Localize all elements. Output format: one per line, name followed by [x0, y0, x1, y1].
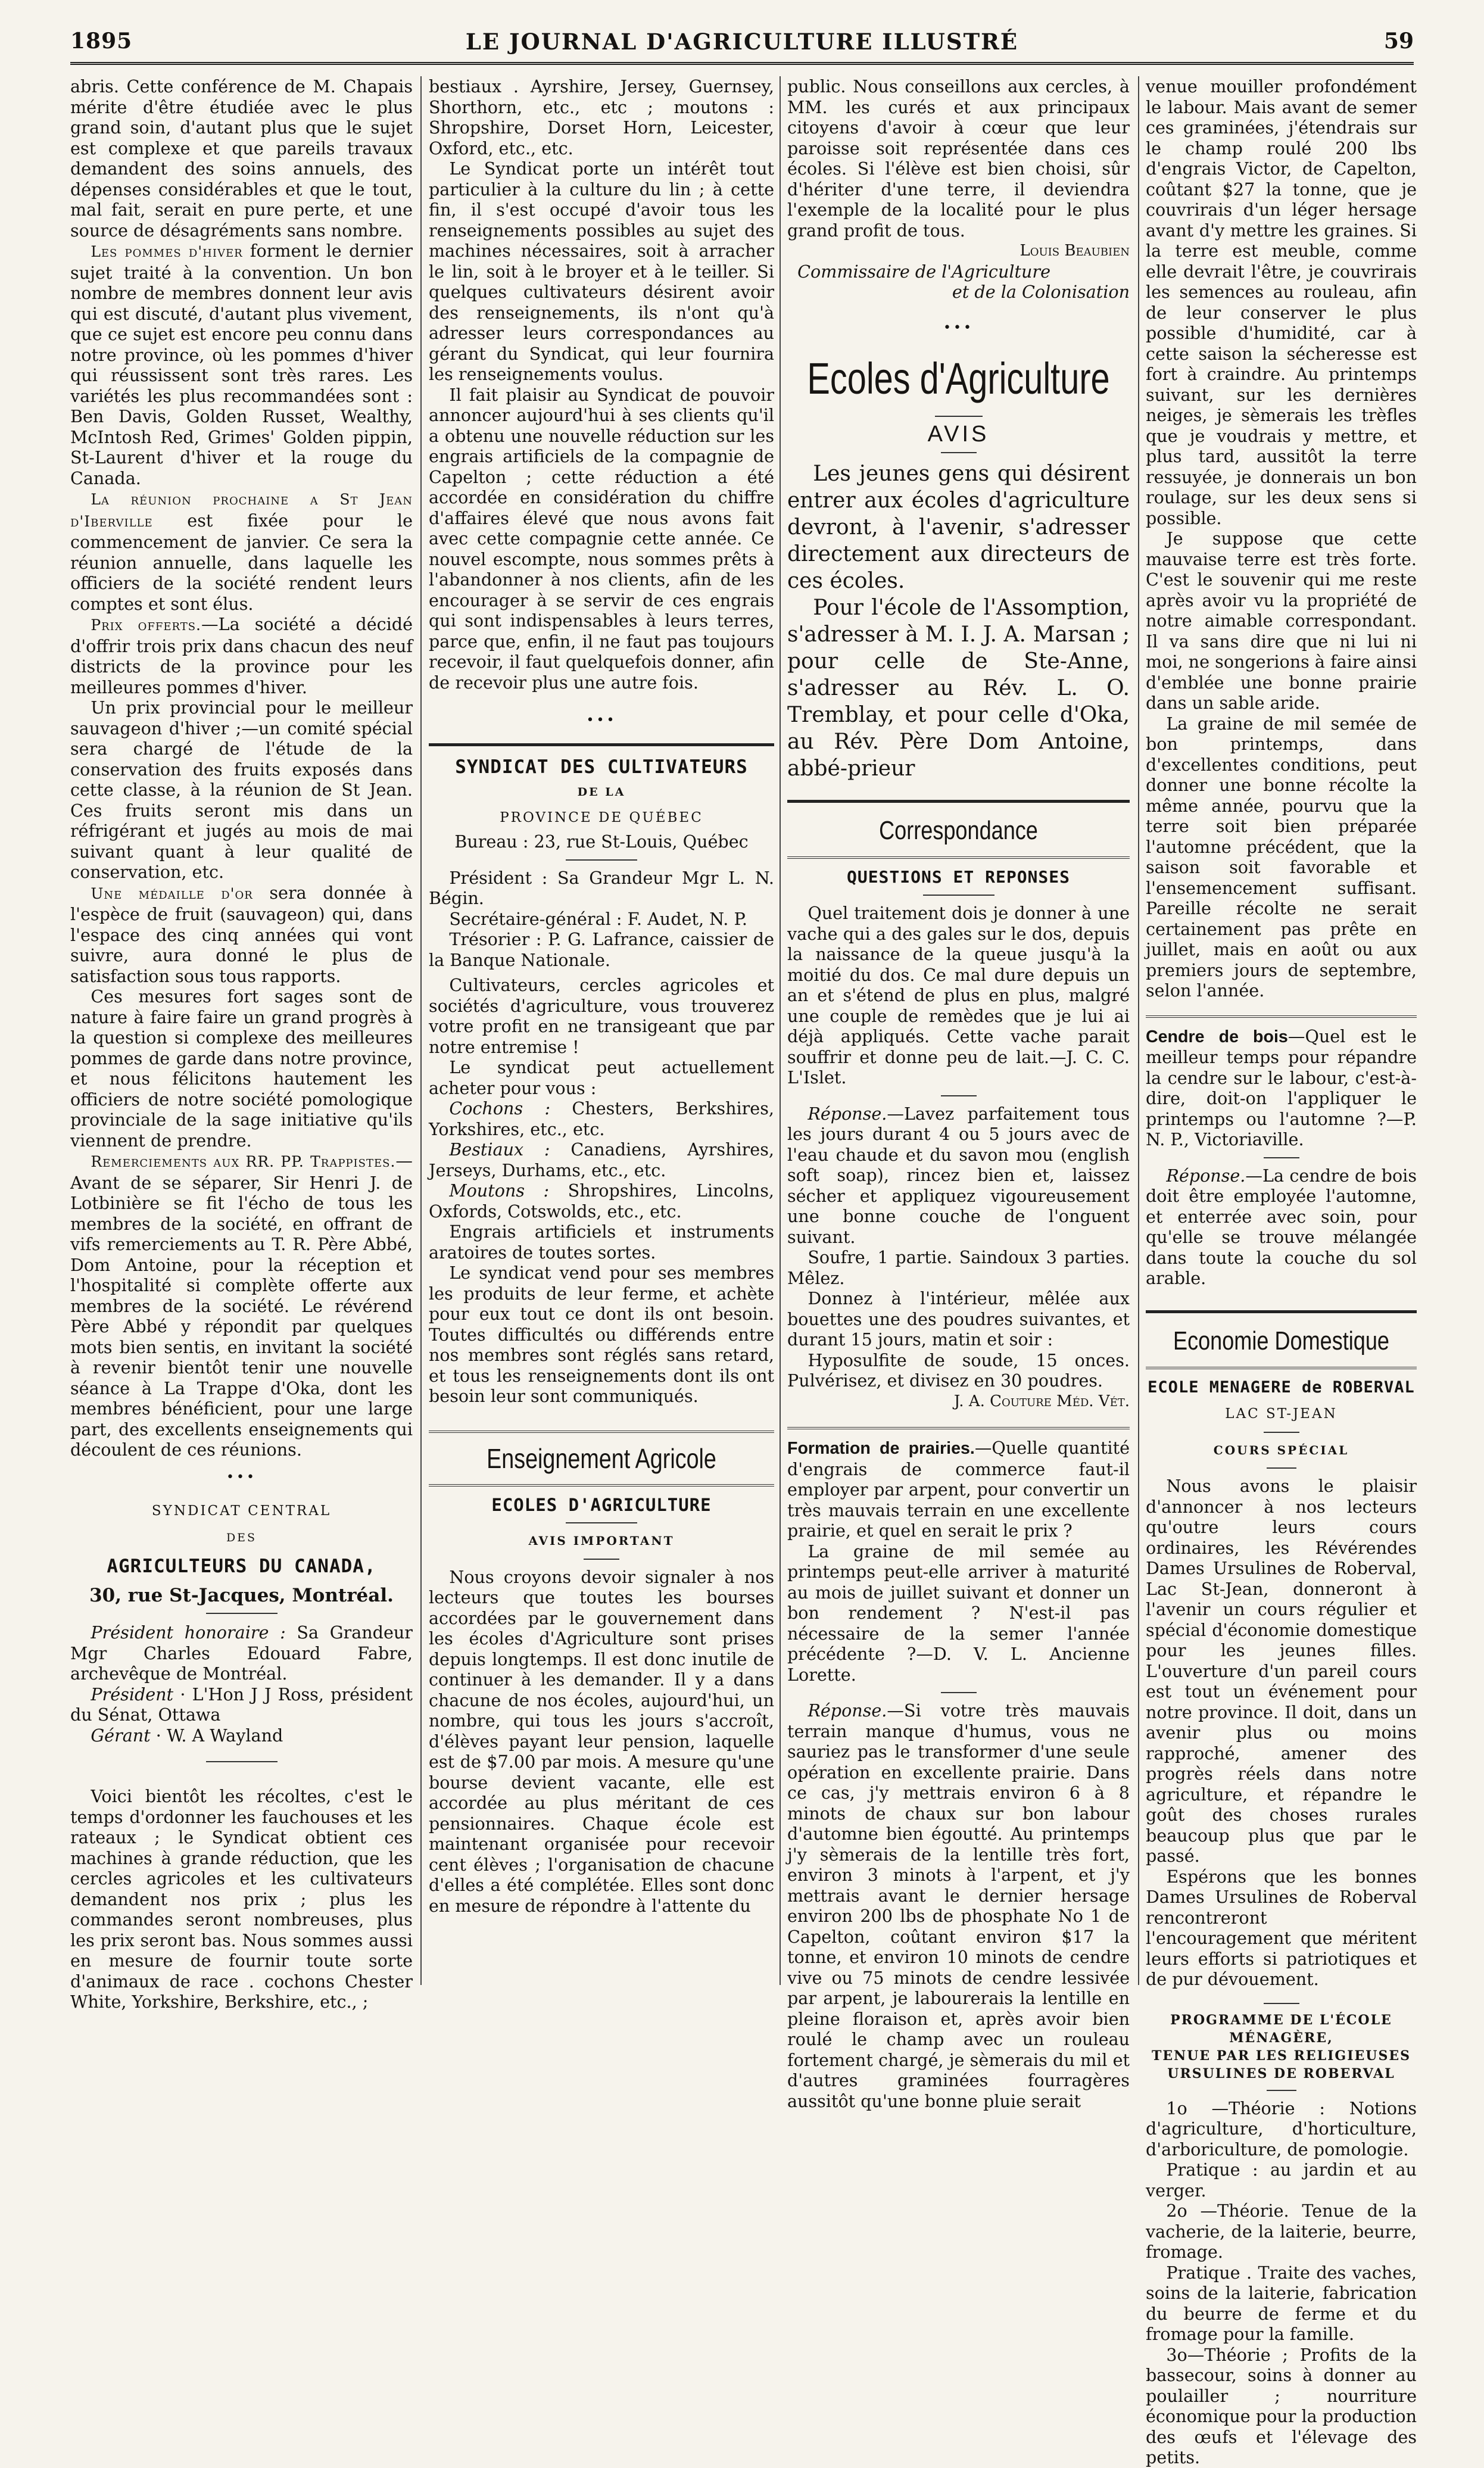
paragraph — [70, 883, 413, 987]
answer-label: Réponse. — [808, 1103, 887, 1124]
paragraph — [70, 488, 413, 614]
section-heading: Ecoles d'Agriculture — [807, 354, 1110, 403]
paragraph: Cultivateurs, cercles agricoles et sociétés d'agriculture, vous trouverez votre profit en ne transigeant que par notre entremise ! — [429, 975, 774, 1057]
run-in-heading: Remerciements aux RR. PP. Trappistes. — [91, 1153, 396, 1170]
question-label: Cendre de bois — [1146, 1027, 1288, 1046]
officer-line — [70, 1622, 413, 1684]
section-address: 30, rue St-Jacques, Montréal. — [89, 1584, 394, 1606]
section-kicker: PROVINCE DE QUÉBEC — [500, 809, 703, 825]
answer: Donnez à l'intérieur, mêlée aux bouettes une des poudres suivantes, et durant 15 jours, matin et soir : — [787, 1288, 1130, 1350]
section-rule — [787, 1427, 1130, 1429]
question — [1146, 1026, 1417, 1150]
paragraph: La graine de mil semée de bon printemps, dans d'excellentes conditions, peut donner une bonne récolte la même année, pourvu que la terre soit bien préparée l'automne précédent, que la saison soit favorable et l'ensemencement suffisant. Pareille récolte ne serait certainement pas prête en juillet, mais en août ou aux premiers jours de septembre, selon l'année. — [1146, 713, 1417, 1001]
subsection-heading: ECOLES D'AGRICULTURE — [491, 1494, 712, 1515]
officer-line: Secrétaire-général : F. Audet, N. P. — [449, 908, 748, 929]
section-heading: Correspondance — [879, 815, 1038, 845]
column-4 — [1146, 76, 1417, 2467]
section-heading: Economie Domestique — [1173, 1326, 1389, 1355]
item-text: Canadiens, Ayrshires, Jerseys, Durhams, etc., etc. — [429, 1139, 774, 1180]
officer-role: Président honoraire : — [91, 1622, 286, 1643]
list-item — [429, 1139, 774, 1180]
question-label: Formation de prairies. — [787, 1439, 975, 1458]
divider — [584, 1559, 619, 1560]
run-in-heading: Une médaille d'or — [91, 884, 253, 902]
paragraph: Le Syndicat porte un intérêt tout particulier à la culture du lin ; à cette fin, il s'est occupé d'avoir tous les renseignements possibles au sujet des machines nécessaires, soit à arracher le lin, soit à le broyer et à le teiller. Si quelques cultivateurs désirent avoir des renseignements, ils n'ont qu'à adresser leurs correspondances au gérant du Syndicat, qui leur fournira les renseignements voulus. — [429, 158, 774, 384]
question: Quel traitement dois je donner à une vache qui a des gales sur le dos, depuis la naissance de la queue jusqu'à la moitié du dos. Ce mal dure depuis un an et s'étend de plus en plus, malgré une couple de remèdes que je lui ai déjà appliqués. Cette vache parait souffrir et donne peu de lait.—J. C. C. L'Islet. — [787, 903, 1130, 1087]
officer-line: Trésorier : P. G. Lafrance, caissier de la Banque Nationale. — [429, 929, 774, 970]
signature-title: et de la Colonisation — [952, 282, 1130, 302]
section-heading: Enseignement Agricole — [487, 1442, 716, 1474]
section-address: Bureau : 23, rue St-Louis, Québec — [454, 831, 749, 852]
answer: Soufre, 1 partie. Saindoux 3 parties. Mêlez. — [787, 1247, 1130, 1288]
answer-text: —Si votre très mauvais terrain manque d'humus, vous ne sauriez pas le transformer d'une seule opération en excellente prairie. Dans ce cas, j'y mettrais environ 6 à 8 minots de chaux sur bon labour d'automne bien égoutté. Au printemps j'y sèmerais de la lentille très fort, environ 3 minots à l'arpent, et j'y mettrais avant le dernier hersage environ 200 lbs de phosphate No 1 de Capelton, coûtant environ $17 la tonne, et environ 10 minots de cendre vive ou 75 minots de cendre lessivée par arpent, je labourerais la lentille en pleine floraison et, après avoir bien roulé le champ avec un rouleau fortement chargé, je sèmerais du mil et d'autres graminées fourragères aussitôt qu'une bonne pluie serait — [787, 1700, 1130, 2111]
divider — [941, 1692, 977, 1693]
officer-line — [70, 1725, 413, 1746]
paragraph — [70, 614, 413, 697]
officer-name: · L'Hon J J Ross, président du Sénat, Ottawa — [70, 1684, 413, 1725]
paragraph-text: sera donnée à l'espèce de fruit (sauvageon) qui, dans l'espace des cinq années qui vont suivre, aura donné le plus de satisfaction sous tous rapports. — [70, 882, 413, 986]
paragraph: Il fait plaisir au Syndicat de pouvoir annoncer aujourd'hui à ses clients qu'il a obtenu une nouvelle réduction sur les engrais artificiels de la compagnie de Capelton ; cette réduction a été accordée en considération du chiffre d'affaires élevé que nous avons fait avec cette compagnie cette année. Ce nouvel escompte, nous sommes prêts à l'abandonner à nos clients, afin de les encourager à se servir de ces engrais qui sont indispensables à leurs terres, parce que, enfin, il ne faut pas toujours recevoir, il faut quelquefois donner, afin de recevoir plus une autre fois. — [429, 384, 774, 693]
program-item: 3o—Théorie ; Profits de la bassecour, soins à donner au poulailler ; nourriture économique pour la production des œufs et l'élevage des petits. — [1146, 2344, 1417, 2467]
paragraph-text: —La société a décidé d'offrir trois prix dans chacun des neuf districts de la province pour les meilleures pommes d'hiver. — [70, 614, 413, 697]
section-rule — [1146, 1015, 1417, 1018]
run-in-heading: Prix offerts. — [91, 616, 201, 634]
paragraph: abris. Cette conférence de M. Chapais mérite d'être étudiée avec le plus grand soin, d'autant plus que le sujet est complexe et que pareils travaux demandent des soins annuels, des dépenses considérables et que le tout, mal fait, serait en pure perte, et une source de désagréments sans nombre. — [70, 76, 413, 241]
officer-line — [70, 1684, 413, 1725]
item-label: Moutons : — [449, 1180, 550, 1201]
notice-paragraph: Les jeunes gens qui désirent entrer aux écoles d'agriculture devront, à l'avenir, s'adresser directement aux directeurs de ces écoles. — [787, 461, 1130, 593]
paragraph: venue mouiller profondément le labour. Mais avant de semer ces graminées, j'étendrais sur le champ roulé 200 lbs d'engrais Victor, de Capelton, coûtant $27 la tonne, que je couvrirais d'un léger hersage avant d'y mettre les graines. Si la terre est meuble, comme elle devrait l'être, je couvrirais les semences au rouleau, afin de leur conserver le plus possible d'humidité, car à cette saison la sécheresse est fort à craindre. Au printemps suivant, sur les dernières neiges, je sèmerais les trèfles que je voudrais y mettre, et plus tard, aussitôt la terre ressuyée, je donnerais un bon roulage, sur les deux sens si possible. — [1146, 76, 1417, 528]
paragraph: bestiaux . Ayrshire, Jersey, Guernsey, Shorthorn, etc., etc ; moutons : Shropshire, Dorset Horn, Leicester, Oxford, etc., etc. — [429, 76, 774, 158]
section-rule — [787, 856, 1130, 859]
section-kicker: DE LA — [577, 786, 626, 799]
item-text: Chesters, Berkshires, Yorkshires, etc., etc. — [429, 1098, 774, 1139]
subsection-heading: ECOLE MENAGERE de ROBERVAL — [1148, 1378, 1415, 1397]
officer-name: Sa Grandeur Mgr Charles Edouard Fabre, archevêque de Montréal. — [70, 1622, 413, 1684]
paragraph — [70, 1151, 413, 1460]
paragraph: Espérons que les bonnes Dames Ursulines de Roberval rencontreront l'encouragement que méritent leurs efforts si patriotiques et de pur dévouement. — [1146, 1866, 1417, 1989]
section-rule — [1146, 1367, 1417, 1369]
signature: J. A. Couture Méd. Vét. — [953, 1392, 1130, 1410]
column-divider — [780, 76, 781, 1985]
question: La graine de mil semée au printemps peut-elle arriver à maturité au mois de juillet suivant et donner un bon rendement ? N'est-il pas nécessaire de la semer l'année précédente ?—D. V. L. Ancienne Lorette. — [787, 1541, 1130, 1685]
divider — [1264, 1432, 1299, 1433]
paragraph: Un prix provincial pour le meilleur sauvageon d'hiver ;—un comité spécial sera chargé de l'étude de la conservation des fruits exposés dans cette classe, à la réunion de St Jean. Ces fruits seront mis dans un réfrigérant et jugés au mois de mai suivant quant à leur qualité de conservation, etc. — [70, 697, 413, 882]
paragraph: Nous croyons devoir signaler à nos lecteurs que toutes les bourses accordées par le gouvernement dans les écoles d'Agriculture sont prises depuis longtemps. Il est donc inutile de continuer à les demander. Il y a dans chacune de nos écoles, aujourd'hui, un nombre, qui tous les jours s'accroît, d'élèves payant leur pension, laquelle est de $7.00 par mois. A mesure qu'une bourse devient vacante, elle est accordée au plus méritant de ces pensionnaires. Chaque école est maintenant organisée pour recevoir cent élèves ; l'organisation de chacune d'elles a été complétée. Elles sont donc en mesure de répondre à l'attente du — [429, 1566, 774, 1916]
list-item — [429, 1098, 774, 1139]
paragraph: Le syndicat vend pour ses membres les produits de leur ferme, et achète pour eux tout ce dont ils ont besoin. Toutes difficultés ou différends entre nos membres sont réglés sans retard, et tous les renseignements dont ils ont besoin leur sont communiqués. — [429, 1263, 774, 1406]
program-heading: URSULINES DE ROBERVAL — [1167, 2065, 1395, 2081]
section-rule — [1146, 1310, 1417, 1313]
program-heading: TENUE PAR LES RELIGIEUSES — [1152, 2048, 1411, 2064]
paragraph: Ces mesures fort sages sont de nature à faire faire un grand progrès à la question si complexe des meilleures pommes de garde dans notre province, et nous félicitons hautement les officiers de notre société pomologique provinciale de la sage initiative qu'ils viennent de prendre. — [70, 986, 413, 1151]
section-kicker: SYNDICAT CENTRAL — [151, 1503, 332, 1519]
notice-heading: COURS SPÉCIAL — [1213, 1442, 1349, 1457]
run-in-heading: La réunion prochaine a St Jean d'Iberville — [70, 491, 413, 530]
section-kicker: DES — [226, 1531, 257, 1544]
paragraph: public. Nous conseillons aux cercles, à MM. les curés et aux principaux citoyens d'avoir à cœur que leur paroisse soit représentée dans ces écoles. Si l'élève est bien choisi, sûr d'hériter d'une terre, il deviendra l'exemple de la localité pour le plus grand profit de tous. — [787, 76, 1130, 241]
item-text: Shropshires, Lincolns, Oxfords, Cotswolds, etc., etc. — [429, 1180, 774, 1221]
question-text: —Quel est le meilleur temps pour répandre la cendre sur le labour, c'est-à-dire, doit-on l'appliquer le printemps ou l'automne ?—P. N. P., Victoriaville. — [1146, 1026, 1417, 1149]
divider — [1264, 2003, 1299, 2004]
masthead-rule — [70, 62, 1414, 65]
program-heading: PROGRAMME DE L'ÉCOLE MÉNAGÈRE, — [1170, 2012, 1392, 2046]
officer-line: Président : Sa Grandeur Mgr L. N. Bégin. — [429, 867, 774, 908]
answer — [787, 1104, 1130, 1248]
answer — [787, 1700, 1130, 2111]
officer-role: Gérant — [91, 1725, 151, 1746]
list-item — [429, 1180, 774, 1221]
section-kicker: LAC ST-JEAN — [1225, 1406, 1338, 1422]
divider — [1267, 1467, 1296, 1469]
column-1 — [70, 76, 413, 2012]
divider — [206, 1761, 278, 1762]
officer-name: · W. A Wayland — [150, 1725, 283, 1746]
paragraph-text: forment le dernier sujet traité à la convention. Un bon nombre de membres donnent leur avis qui est discuté, d'autant plus vivement, que ce sujet est encore peu connu dans notre province, où les pommes d'hiver qui réussissent sont très rares. Les variétés les plus recommandées sont : Ben Davis, Golden Russet, Wealthy, McIntosh Red, Grimes' Golden pippin, St-Laurent d'hiver et la rouge du Canada. — [70, 241, 413, 488]
paragraph: Nous avons le plaisir d'annoncer à nos lecteurs qu'outre leurs cours ordinaires, les Révérendes Dames Ursulines de Roberval, Lac St-Jean, donneront à l'avenir un cours régulier et spécial d'économie domestique pour les jeunes filles. L'ouverture d'un pareil cours est tout un événement pour notre province. Il doit, dans un avenir plus ou moins rapproché, amener des progrès réels dans notre agriculture, et répandre le goût des choses rurales beaucoup plus que par le passé. — [1146, 1476, 1417, 1866]
paragraph-text: est fixée pour le commencement de janvier. Ce sera la réunion annuelle, dans laquelle les officiers de la société rendent leurs comptes et sont élus. — [70, 510, 413, 614]
section-rule — [429, 743, 774, 746]
divider — [566, 1522, 637, 1523]
column-divider — [420, 76, 422, 1985]
program-item: Pratique : au jardin et au verger. — [1146, 2160, 1417, 2201]
answer-text: —La cendre de bois doit être employée l'automne, et enterrée avec soin, pour qu'elle se trouve mélangée dans toute la couche du sol arable. — [1146, 1165, 1417, 1288]
answer-label: Réponse. — [808, 1700, 887, 1721]
paragraph-text: —Avant de se séparer, Sir Henri J. de Lotbinière se fit l'écho de tous les membres de la société, en offrant de vifs remerciements au T. R. Père Abbé, Dom Antoine, pour la réception et l'hospitalité si complète offerte aux membres de la société. Le révérend Père Abbé y répondit par quelques mots bien sentis, en invitant la société à revenir bientôt tenir une nouvelle séance à La Trappe d'Oka, dont les membres bénéficient, pour une large part, des excellents enseignements qui découlent de ces réunions. — [70, 1151, 413, 1460]
program-item: Pratique . Traite des vaches, soins de la laiterie, fabrication du beurre de ferme et du fromage pour la famille. — [1146, 2262, 1417, 2344]
section-heading: AGRICULTEURS DU CANADA, — [107, 1556, 376, 1577]
item-label: Cochons : — [449, 1098, 551, 1118]
notice-paragraph: Pour l'école de l'Assomption, s'adresser à M. I. J. A. Marsan ; pour celle de Ste-Anne, s'adresser au Rév. L. O. Tremblay, et pour celle d'Oka, au Rév. Père Dom Antoine, abbé-prieur — [787, 595, 1130, 781]
item-label: Bestiaux : — [449, 1139, 550, 1160]
officer-role: Président — [91, 1684, 174, 1704]
section-rule — [429, 1484, 774, 1487]
question-text: —Quelle quantité d'engrais de commerce faut-il employer par arpent, pour convertir un très mauvais terrain en une excellente prairie, et quel en serait le prix ? — [787, 1438, 1130, 1541]
program-item: 2o —Théorie. Tenue de la vacherie, de la laiterie, beurre, fromage. — [1146, 2201, 1417, 2262]
divider — [941, 1095, 977, 1096]
divider — [206, 1613, 278, 1614]
divider — [923, 895, 994, 896]
paragraph: Je suppose que cette mauvaise terre est très forte. C'est le souvenir qui me reste après avoir vu la propriété de notre aimable correspondant. Il va sans dire que ni lui ni moi, ne songerions à faire ainsi d'emblée une bonne prairie dans un sable aride. — [1146, 528, 1417, 713]
paragraph: Voici bientôt les récoltes, c'est le temps d'ordonner les fauchouses et les rateaux ; le Syndicat obtient ces machines à grande réduction, que les cercles agricoles et les cultivateurs demandent nos prix ; plus les commandes seront nombreuses, plus les prix seront bas. Nous sommes aussi en mesure de fournir toute sorte d'animaux de race . cochons Chester White, Yorkshire, Berkshire, etc., ; — [70, 1786, 413, 2012]
divider — [566, 859, 637, 861]
section-rule — [429, 1431, 774, 1433]
subsection-heading: QUESTIONS ET REPONSES — [846, 867, 1070, 887]
column-3 — [787, 76, 1130, 2111]
notice-heading: AVIS — [927, 422, 990, 447]
answer — [1146, 1166, 1417, 1289]
column-2 — [429, 76, 774, 1988]
answer: Hyposulfite de soude, 15 onces. Pulvérisez, et divisez en 30 poudres. — [787, 1350, 1130, 1391]
ornament-dots: ••• — [586, 713, 617, 728]
ornament-dots: ••• — [226, 1469, 257, 1485]
divider — [1264, 1157, 1299, 1158]
divider — [935, 416, 983, 417]
issue-year: 1895 — [70, 29, 133, 54]
question — [787, 1438, 1130, 1541]
page-number: 59 — [1383, 29, 1414, 54]
program-item: 1o —Théorie : Notions d'agriculture, d'horticulture, d'arboriculture, de pomologie. — [1146, 2098, 1417, 2160]
answer-label: Réponse. — [1166, 1165, 1246, 1186]
run-in-heading: Les pommes d'hiver — [91, 243, 243, 260]
answer-text: —Lavez parfaitement tous les jours durant 4 ou 5 jours avec de l'eau chaude et du savon mou (english soft soap), rincez bien et, laissez sécher et appliquez vigoureusement une bonne couche de l'onguent suivant. — [787, 1103, 1130, 1247]
signature-title: Commissaire de l'Agriculture — [797, 261, 1050, 282]
ornament-dots: ••• — [943, 320, 974, 335]
section-heading: SYNDICAT DES CULTIVATEURS — [455, 756, 748, 778]
paragraph — [70, 241, 413, 488]
masthead — [70, 29, 1414, 56]
notice-heading: AVIS IMPORTANT — [528, 1534, 675, 1548]
paragraph: Engrais artificiels et instruments aratoires de toutes sortes. — [429, 1221, 774, 1263]
divider — [1267, 2090, 1296, 2091]
section-rule — [787, 800, 1130, 803]
signature: Louis Beaubien — [1020, 242, 1130, 260]
journal-title: LE JOURNAL D'AGRICULTURE ILLUSTRÉ — [465, 29, 1019, 55]
paragraph: Le syndicat peut actuellement acheter pour vous : — [429, 1057, 774, 1098]
column-divider — [1138, 76, 1139, 1985]
divider — [941, 452, 977, 453]
